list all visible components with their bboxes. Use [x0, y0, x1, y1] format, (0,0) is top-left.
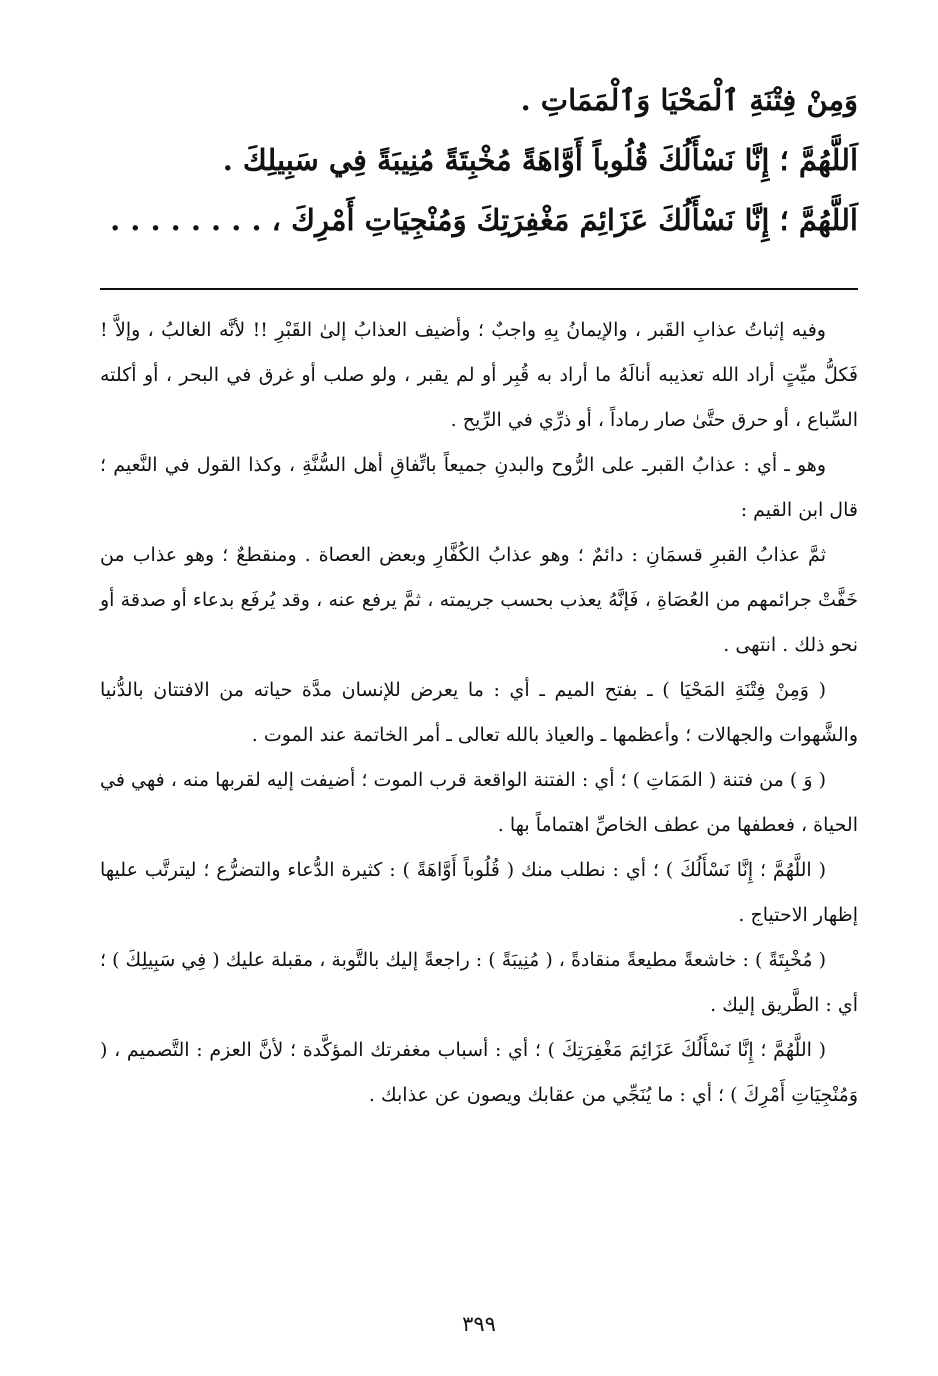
commentary-section	[100, 308, 858, 1118]
commentary-paragraph: ( مُخْبِتَةً ) : خاشعةً مطيعةً منقادةً ، ( مُنِيبَةً ) : راجعةً إليك بالتَّوبة ، مقبلة عليك ( فِي سَبِيلِكَ ) ؛ أي : الطَّريق إليك .	[100, 949, 858, 1016]
text-line: اَللَّهُمَّ ؛ إِنَّا نَسْأَلُكَ قُلُوباً أَوَّاهَةً مُخْبِتَةً مُنِيبَةً فِي سَبِيلِكَ .	[222, 143, 858, 177]
text-line: اَللَّهُمَّ ؛ إِنَّا نَسْأَلُكَ عَزَائِمَ مَغْفِرَتِكَ وَمُنْجِيَاتِ أَمْرِكَ ، . . . . . . . .	[110, 203, 858, 237]
commentary-paragraph: ( اللَّهُمَّ ؛ إِنَّا نَسْأَلُكَ ) ؛ أي : نطلب منك ( قُلُوباً أَوَّاهَةً ) : كثيرة الدُّعاء والتضرُّع ؛ ليترتَّب عليها إظهار الاحتياج .	[100, 859, 858, 926]
commentary-paragraph: ( وَ ) من فتنة ( المَمَاتِ ) ؛ أي : الفتنة الواقعة قرب الموت ؛ أضيفت إليه لقربها منه ، فهي في الحياة ، فعطفها من عطف الخاصِّ اهتماماً بها .	[100, 769, 858, 836]
commentary-paragraph: ( وَمِنْ فِتْنَةِ المَحْيَا ) ـ بفتح الميم ـ أي : ما يعرض للإنسان مدَّة حياته من الافتتان بالدُّنيا والشَّهوات والجهالات ؛ وأعظمها ـ والعياذ بالله تعالى ـ أمر الخاتمة عند الموت .	[100, 679, 858, 746]
commentary-paragraph: وفيه إثباتُ عذابِ القَبر ، والإيمانُ بِهِ واجبٌ ؛ وأضيف العذابُ إلىٰ القَبْرِ !! لأنَّه الغالبُ ، وإلاَّ ! فَكلُّ ميِّتٍ أراد الله تعذيبه أنالَهُ ما أراد به قُبِر أو لم يقبر ، ولو صلب أو غرق في البحر ، أو أكلته السِّباع ، أو حرق حتَّىٰ صار رماداً ، أو ذرِّي في الرِّيح .	[100, 319, 858, 431]
text-section	[100, 70, 858, 250]
footnote-separator	[100, 288, 858, 290]
book-page	[100, 70, 858, 1336]
commentary-paragraph: ( اللَّهُمَّ ؛ إِنَّا نَسْأَلُكَ عَزَائِمَ مَغْفِرَتِكَ ) ؛ أي : أسباب مغفرتك المؤكَّدة ؛ لأنَّ العزم : التَّصميم ، ( وَمُنْجِيَاتِ أَمْرِكَ ) ؛ أي : ما يُنَجِّي من عقابك ويصون عن عذابك .	[100, 1039, 858, 1106]
commentary-paragraph: ثمَّ عذابُ القبرِ قسمَانِ : دائمٌ ؛ وهو عذابُ الكُفَّارِ وبعض العصاة . ومنقطعٌ ؛ وهو عذاب من خَفَّتْ جرائمهم من العُصَاةِ ، فَإنَّهُ يعذب بحسب جريمته ، ثمَّ يرفع عنه ، وقد يُرفَع بدعاء أو صدقة أو نحو ذلك . انتهى .	[100, 544, 858, 656]
text-line: وَمِنْ فِتْنَةِ ٱلْمَحْيَا وَٱلْمَمَاتِ .	[520, 83, 858, 117]
page-number: ٣٩٩	[462, 1312, 496, 1336]
commentary-paragraph: وهو ـ أي : عذابُ القبرـ على الرُّوح والبدنِ جميعاً باتِّفاقِ أهل السُّنَّةِ ، وكذا القول في النَّعيم ؛ قال ابن القيم :	[100, 454, 858, 521]
